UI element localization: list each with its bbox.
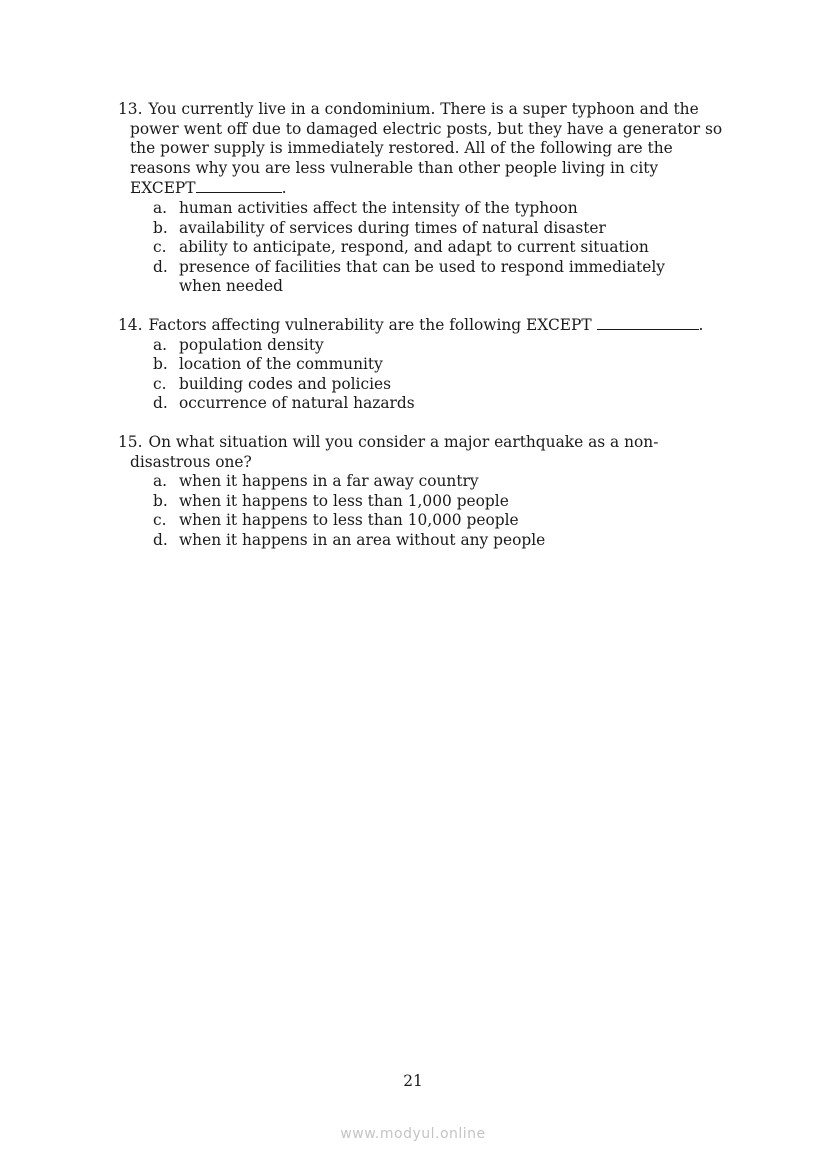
choice-text: ability to anticipate, respond, and adapt to current situation xyxy=(179,238,649,257)
answer-blank xyxy=(196,178,282,193)
choice-a xyxy=(118,472,728,492)
choice-list xyxy=(118,336,728,414)
question-15 xyxy=(118,433,728,551)
choice-d xyxy=(118,531,728,551)
choice-text: population density xyxy=(179,335,324,354)
choice-text: location of the community xyxy=(179,355,383,374)
choice-letter: b. xyxy=(153,218,168,237)
choice-text: building codes and policies xyxy=(179,374,392,393)
question-text: On what situation will you consider a major earthquake as a non-disastrous one? xyxy=(130,433,659,471)
choice-text: when it happens in an area without any people xyxy=(179,530,546,549)
question-14 xyxy=(118,315,728,414)
question-text: You currently live in a condominium. There is a super typhoon and the power went off due to damaged electric posts, but they have a generator so the power supply is immediately restored. All of the following are the reasons why you are less vulnerable than other people living in city EXCEPT xyxy=(130,100,723,198)
question-end: . xyxy=(698,316,704,334)
question-number: 15. xyxy=(118,433,143,451)
choice-b xyxy=(118,492,728,512)
choice-letter: d. xyxy=(153,394,168,413)
choice-letter: d. xyxy=(153,257,168,276)
choice-b xyxy=(118,219,728,239)
choice-letter: b. xyxy=(153,491,168,510)
question-stem xyxy=(118,315,728,336)
question-end: . xyxy=(281,179,287,198)
choice-letter: a. xyxy=(153,335,168,354)
choice-c xyxy=(118,375,728,395)
choice-letter: a. xyxy=(153,472,168,491)
question-number: 14. xyxy=(118,316,143,334)
choice-d xyxy=(118,258,728,297)
page-number: 21 xyxy=(403,1072,423,1090)
choice-text: when it happens to less than 1,000 people xyxy=(179,491,509,510)
choice-a xyxy=(118,336,728,356)
choice-letter: c. xyxy=(153,374,167,393)
question-13 xyxy=(118,100,728,297)
choice-letter: c. xyxy=(153,511,167,530)
choice-list xyxy=(118,199,728,297)
choice-c xyxy=(118,511,728,531)
choice-text: presence of facilities that can be used to respond immediately when needed xyxy=(179,257,665,296)
choice-letter: a. xyxy=(153,198,168,217)
choice-c xyxy=(118,238,728,258)
choice-letter: b. xyxy=(153,355,168,374)
question-stem xyxy=(118,433,710,472)
choice-text: availability of services during times of natural disaster xyxy=(179,218,606,237)
question-number: 13. xyxy=(118,100,143,118)
question-stem xyxy=(118,100,728,199)
choice-list xyxy=(118,472,728,550)
choice-text: when it happens to less than 10,000 people xyxy=(179,511,519,530)
choice-text: human activities affect the intensity of the typhoon xyxy=(179,198,578,217)
choice-letter: c. xyxy=(153,238,167,257)
choice-a xyxy=(118,199,728,219)
choice-b xyxy=(118,355,728,375)
choice-letter: d. xyxy=(153,530,168,549)
choice-text: occurrence of natural hazards xyxy=(179,394,415,413)
choice-text: when it happens in a far away country xyxy=(179,472,479,491)
question-text: Factors affecting vulnerability are the following EXCEPT xyxy=(148,316,592,334)
choice-d xyxy=(118,394,728,414)
answer-blank xyxy=(597,315,699,330)
watermark: www.modyul.online xyxy=(340,1126,486,1142)
